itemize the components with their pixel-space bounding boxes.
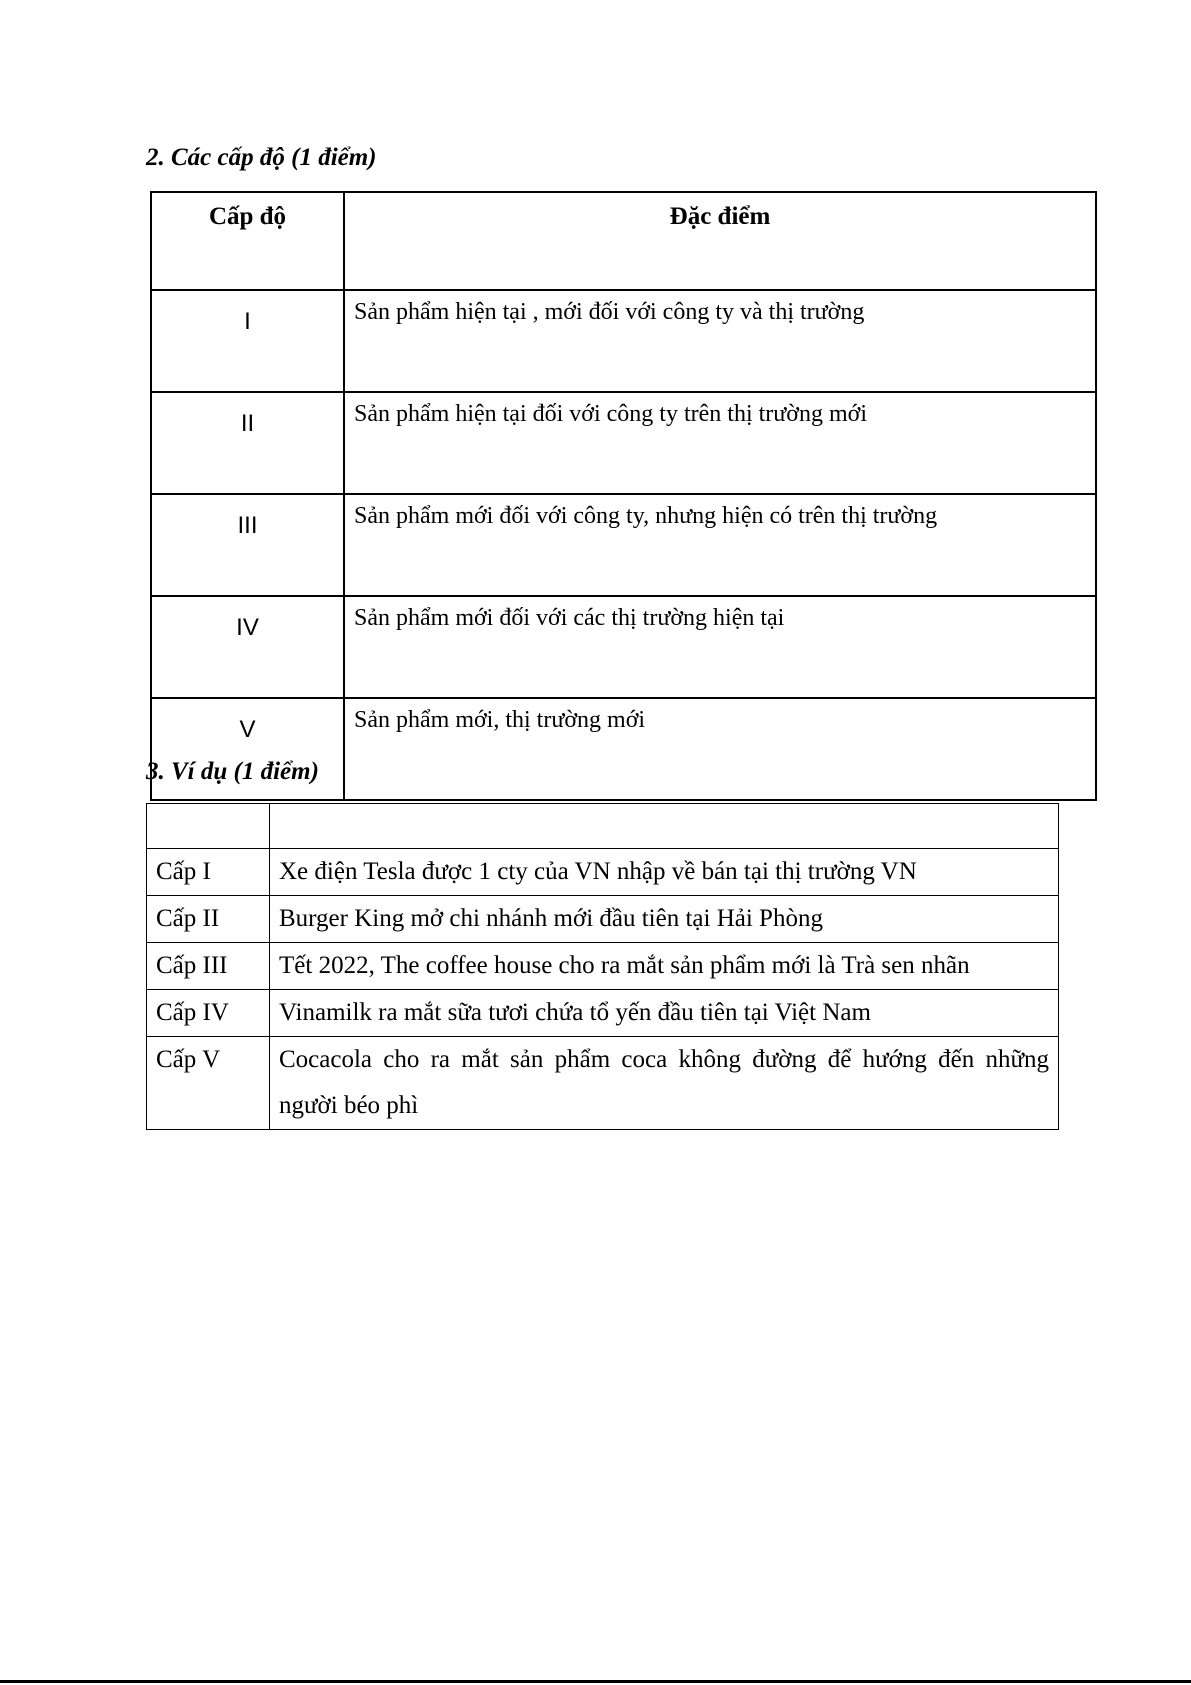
example-desc-cell: Vinamilk ra mắt sữa tươi chứa tổ yến đầu tiên tại Việt Nam — [270, 990, 1059, 1037]
feature-cell: Sản phẩm hiện tại , mới đối với công ty và thị trường — [344, 290, 1096, 392]
level-cell: II — [151, 392, 344, 494]
example-level-cell: Cấp V — [147, 1037, 270, 1130]
feature-cell: Sản phẩm mới đối với các thị trường hiện tại — [344, 596, 1096, 698]
feature-cell: Sản phẩm hiện tại đối với công ty trên thị trường mới — [344, 392, 1096, 494]
section-2-heading: 2. Các cấp độ (1 điểm) — [146, 144, 377, 171]
empty-header-row — [147, 804, 1059, 849]
table-row — [151, 290, 1096, 392]
examples-table — [146, 803, 1059, 1130]
table-row — [147, 896, 1059, 943]
table-row — [147, 943, 1059, 990]
feature-cell: Sản phẩm mới đối với công ty, nhưng hiện có trên thị trường — [344, 494, 1096, 596]
page-bottom-rule — [0, 1680, 1191, 1683]
table-header-row — [151, 192, 1096, 290]
levels-table — [150, 191, 1097, 801]
level-cell: I — [151, 290, 344, 392]
table-row — [147, 849, 1059, 896]
table-row — [147, 1037, 1059, 1130]
example-desc-cell: Xe điện Tesla được 1 cty của VN nhập về bán tại thị trường VN — [270, 849, 1059, 896]
example-desc-cell: Tết 2022, The coffee house cho ra mắt sản phẩm mới là Trà sen nhãn — [270, 943, 1059, 990]
example-level-cell: Cấp I — [147, 849, 270, 896]
header-level: Cấp độ — [151, 192, 344, 290]
example-level-cell: Cấp III — [147, 943, 270, 990]
section-3-heading: 3. Ví dụ (1 điểm) — [146, 758, 319, 785]
header-feature: Đặc điểm — [344, 192, 1096, 290]
table-row — [151, 494, 1096, 596]
example-level-cell: Cấp II — [147, 896, 270, 943]
level-cell: IV — [151, 596, 344, 698]
example-desc-cell: Burger King mở chi nhánh mới đầu tiên tại Hải Phòng — [270, 896, 1059, 943]
level-cell: III — [151, 494, 344, 596]
empty-cell — [270, 804, 1059, 849]
example-desc-cell: Cocacola cho ra mắt sản phẩm coca không đường để hướng đến những người béo phì — [270, 1037, 1059, 1130]
table-row — [147, 990, 1059, 1037]
table-row — [151, 392, 1096, 494]
empty-cell — [147, 804, 270, 849]
level-cell: V — [151, 698, 344, 800]
feature-cell: Sản phẩm mới, thị trường mới — [344, 698, 1096, 800]
table-row — [151, 596, 1096, 698]
example-level-cell: Cấp IV — [147, 990, 270, 1037]
